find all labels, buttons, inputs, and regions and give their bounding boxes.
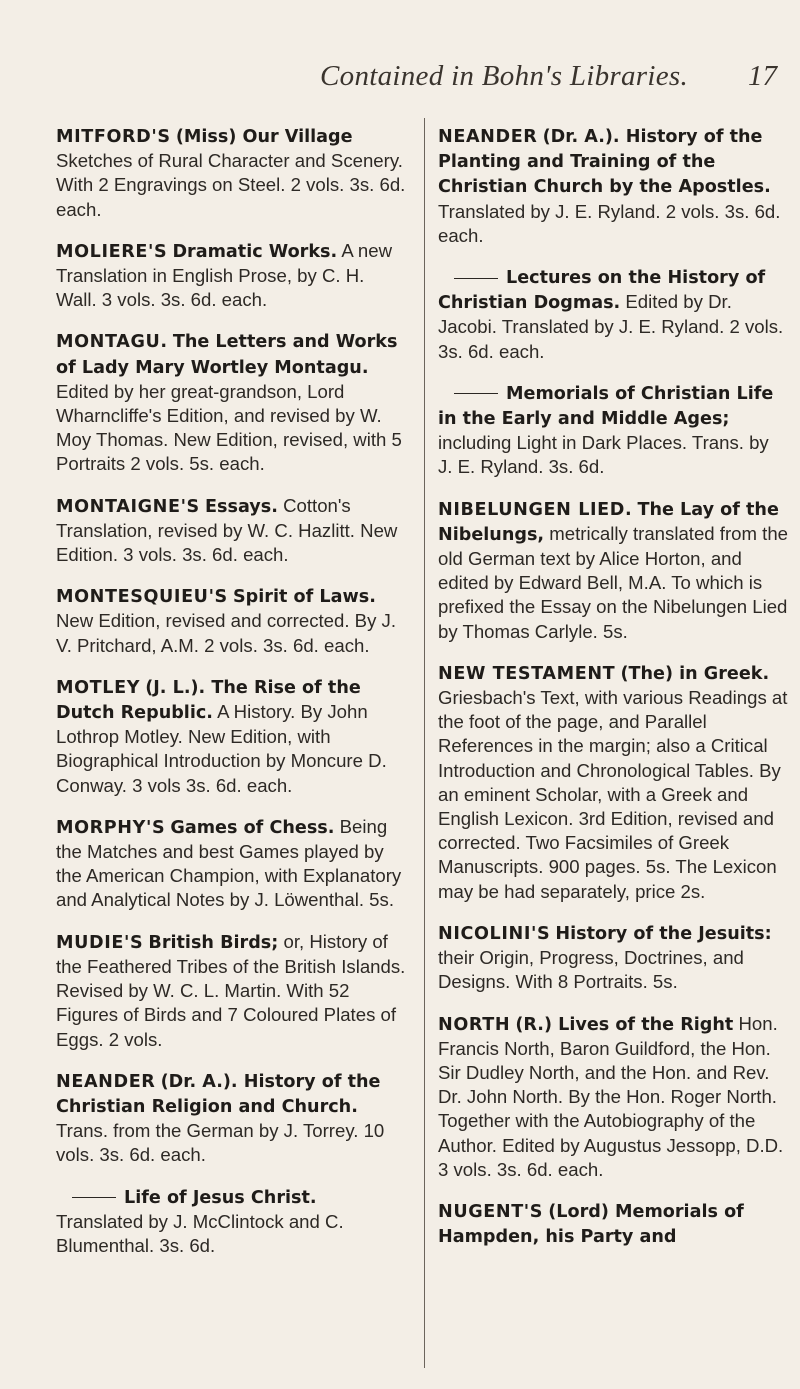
entry-description: Cotton's Translation, revised by W. C. Hazlitt. New Edition. 3 vols. 3s. 6d. each.	[56, 494, 398, 566]
entry-author: MITFORD'S	[56, 127, 171, 147]
entry-title: Dramatic Works.	[172, 241, 338, 262]
entry-author: MONTAGU.	[56, 332, 168, 353]
entry-title: Lectures on the History of Christian Dogmas.	[438, 268, 766, 314]
catalog-sub-entry	[438, 265, 788, 364]
running-head	[0, 60, 800, 100]
catalog-entry	[438, 661, 788, 904]
right-column	[438, 124, 788, 1266]
catalog-entry	[56, 494, 408, 568]
left-column	[56, 124, 408, 1275]
entry-title: The Letters and Works of Lady Mary Wortley Montagu.	[56, 332, 398, 378]
entry-title: (Miss) Our Village	[175, 127, 353, 147]
entry-author: MONTAIGNE'S	[56, 496, 200, 517]
running-title: Contained in Bohn's Libraries.	[320, 60, 689, 92]
entry-author: NEANDER	[56, 1071, 156, 1092]
entry-title: (Dr. A.). History of the Planting and Training of the Christian Church by the Apostles.	[438, 127, 771, 198]
entry-title: (The) in Greek.	[620, 663, 770, 684]
entry-title: Essays.	[205, 496, 278, 517]
entry-title: (R.) Lives of the Right	[515, 1014, 734, 1035]
entry-title: (Lord) Memorials of Hampden, his Party and	[438, 1201, 744, 1248]
catalog-entry	[438, 1012, 788, 1182]
entry-title: The Lay of the Nibelungs,	[438, 499, 779, 545]
entry-title: Memorials of Christian Life in the Early and Middle Ages;	[438, 383, 774, 430]
ditto-dash	[454, 278, 498, 279]
entry-description: or, History of the Feathered Tribes of the British Islands. Revised by W. C. L. Martin. With 52 Figures of Birds and 7 Coloured Plates of Eggs. 2 vols.	[56, 930, 406, 1050]
entry-author: MUDIE'S	[56, 932, 144, 953]
catalog-entry	[56, 930, 408, 1052]
entry-description: A new Translation in English Prose, by C. H. Wall. 3 vols. 3s. 6d. each.	[56, 239, 392, 311]
catalog-entry	[56, 584, 408, 658]
entry-author: MOTLEY	[56, 677, 141, 698]
page-number: 17	[748, 60, 777, 92]
column-divider	[424, 118, 425, 1368]
entry-description: Griesbach's Text, with various Readings at the foot of the page, and Parallel References in the margin; also a Critical Introduction and Chronological Tables. By an eminent Scholar, with a Greek and English Lexicon. 3rd Edition, revised and corrected. Two Facsimiles of Greek Manuscripts. 900 pages. 5s. The Lexicon may be had separately, price 2s.	[438, 687, 788, 902]
entry-title: Games of Chess.	[170, 817, 335, 838]
entry-description: Hon. Francis North, Baron Guildford, the Hon. Sir Dudley North, and the Hon. and Rev. Dr. John North. By the Hon. Roger North. Together with the Autobiography of the Author. Edited by Augustus Jessopp, D.D. 3 vols. 3s. 6d. each.	[438, 1012, 784, 1180]
entry-author: NICOLINI'S	[438, 923, 551, 944]
entry-description: metrically translated from the old German text by Alice Horton, and edited by Edward Bell, M.A. To which is prefixed the Essay on the Nibelungen Lied by Thomas Carlyle. 5s.	[438, 522, 789, 642]
entry-author: NEW TESTAMENT	[438, 663, 616, 684]
entry-title: British Birds;	[148, 932, 279, 953]
entry-title: History of the Jesuits:	[555, 923, 772, 944]
entry-author: NORTH	[438, 1014, 511, 1035]
catalog-entry	[56, 124, 408, 222]
catalog-entry	[56, 675, 408, 798]
entry-description: Sketches of Rural Character and Scenery. With 2 Engravings on Steel. 2 vols. 3s. 6d. each.	[56, 150, 406, 220]
catalog-entry	[56, 1069, 408, 1168]
entry-description: their Origin, Progress, Doctrines, and Designs. With 8 Portraits. 5s.	[438, 947, 744, 993]
entry-description: Edited by her great-grandson, Lord Wharncliffe's Edition, and revised by W. Moy Thomas. New Edition, revised, with 5 Portraits 2 vols. 5s. each.	[56, 380, 402, 475]
ditto-dash	[72, 1197, 116, 1198]
entry-author: NIBELUNGEN LIED.	[438, 499, 633, 520]
catalog-entry	[56, 239, 408, 313]
ditto-dash	[454, 393, 498, 394]
entry-title: Spirit of Laws.	[233, 587, 376, 608]
entry-title: (J. L.). The Rise of the Dutch Republic.	[56, 677, 361, 724]
entry-title: (Dr. A.). History of the Christian Religion and Church.	[56, 1071, 381, 1117]
catalog-entry	[56, 329, 408, 476]
catalog-entry	[438, 1199, 788, 1249]
entry-description: New Edition, revised and corrected. By J. V. Pritchard, A.M. 2 vols. 3s. 6d. each.	[56, 610, 397, 656]
entry-author: MORPHY'S	[56, 817, 166, 838]
entry-title: Life of Jesus Christ.	[124, 1187, 317, 1208]
entry-description: Being the Matches and best Games played by the American Champion, with Explanatory and Analytical Notes by J. Löwenthal. 5s.	[56, 815, 402, 911]
entry-description: Edited by Dr. Jacobi. Translated by J. E. Ryland. 2 vols. 3s. 6d. each.	[438, 291, 784, 362]
entry-author: MONTESQUIEU'S	[56, 587, 228, 608]
entry-description: including Light in Dark Places. Trans. by J. E. Ryland. 3s. 6d.	[438, 432, 769, 478]
entry-author: MOLIERE'S	[56, 241, 168, 262]
catalog-entry	[438, 124, 788, 248]
catalog-entry	[438, 497, 788, 644]
entry-description: Translated by J. E. Ryland. 2 vols. 3s. 6d. each.	[438, 200, 781, 246]
catalog-sub-entry	[56, 1185, 408, 1259]
catalog-entry	[56, 815, 408, 913]
catalog-sub-entry	[438, 381, 788, 480]
catalog-entry	[438, 921, 788, 995]
entry-description: Translated by J. McClintock and C. Blumenthal. 3s. 6d.	[56, 1210, 344, 1256]
entry-description: Trans. from the German by J. Torrey. 10 vols. 3s. 6d. each.	[56, 1120, 385, 1166]
entry-description: A History. By John Lothrop Motley. New Edition, with Biographical Introduction by Moncure D. Conway. 3 vols 3s. 6d. each.	[56, 701, 387, 796]
entry-author: NEANDER	[438, 127, 538, 147]
entry-author: NUGENT'S	[438, 1201, 544, 1222]
